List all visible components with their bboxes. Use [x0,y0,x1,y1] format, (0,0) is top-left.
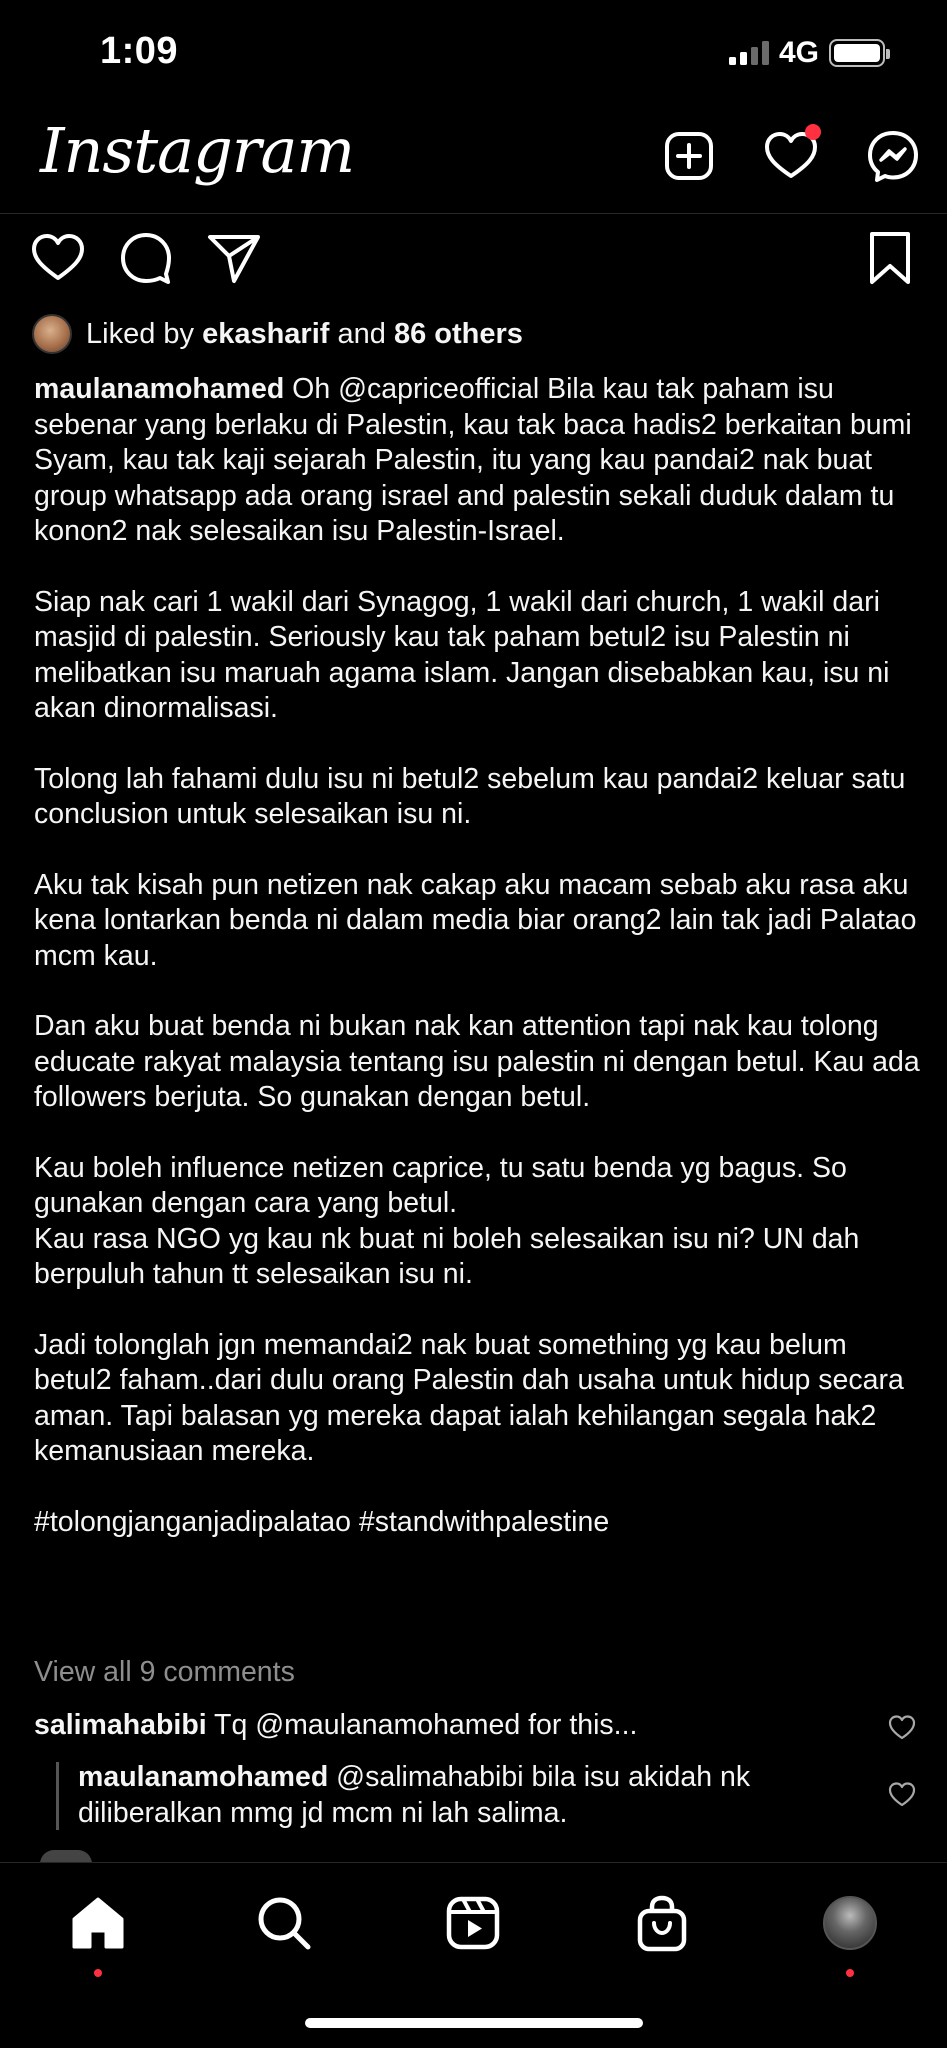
caption-paragraph: maulanamohamed Oh @capriceofficial Bila kau tak paham isu sebenar yang berlaku di Palestin, kau tak baca hadis2 berkaitan bumi Syam, kau tak kaji sejarah Palestin, itu yang kau pandai2 nak buat group whatsapp ada orang israel and palestin sekali duduk dalam tu konon2 nak selesaikan isu Palestin-Israel. [34,373,912,547]
profile-avatar[interactable] [823,1896,877,1950]
nav-search-icon[interactable] [252,1891,316,1955]
nav-home-icon[interactable] [66,1891,130,1955]
caption-paragraph: Kau rasa NGO yg kau nk buat ni boleh selesaikan isu ni? UN dah berpuluh tahun tt selesaikan isu ni. [34,1222,860,1290]
caption-username[interactable]: maulanamohamed [34,373,285,405]
comment-icon[interactable] [116,228,176,288]
liked-by-row[interactable] [32,312,523,356]
reply-item [78,1760,838,1831]
app-header [0,110,947,214]
caption-paragraph: Siap nak cari 1 wakil dari Synagog, 1 wakil dari church, 1 wakil dari masjid di palestin. Seriously kau tak paham betul2 isu Palestin ni melibatkan isu maruah agama islam. Jangan disebabkan kau, isu ni akan dinormalisasi. [34,585,890,724]
home-indicator [305,2018,643,2028]
new-post-icon[interactable] [657,124,721,188]
nav-reels-icon[interactable] [441,1891,505,1955]
share-send-icon[interactable] [204,228,264,288]
liker-avatar[interactable] [32,314,72,354]
reply-like-heart-icon[interactable] [887,1779,917,1809]
activity-heart-icon[interactable] [759,124,823,188]
liked-by-text: Liked by ekasharif and 86 others [86,317,523,350]
post-actions [0,228,947,292]
caption-paragraph: Kau boleh influence netizen caprice, tu satu benda yg bagus. So gunakan dengan cara yang betul. [34,1151,847,1219]
comment-like-heart-icon[interactable] [887,1712,917,1742]
comment-item [34,1708,914,1744]
comment-username[interactable]: salimahabibi [34,1709,207,1741]
liked-by-others[interactable]: 86 others [393,317,523,350]
caption-paragraph: Aku tak kisah pun netizen nak cakap aku macam sebab aku rasa aku kena lontarkan benda ni dalam media biar orang2 lain tak jadi Palatao mcm kau. [34,868,917,972]
notification-badge [805,124,821,140]
profile-notification-dot [846,1969,854,1977]
save-bookmark-icon[interactable] [860,228,920,288]
caption-paragraph: Tolong lah fahami dulu isu ni betul2 sebelum kau pandai2 keluar satu conclusion untuk selesaikan isu ni. [34,762,906,830]
bottom-nav [0,1862,947,2048]
like-heart-icon[interactable] [28,228,88,288]
status-indicators [729,36,885,70]
messenger-icon[interactable] [861,124,925,188]
signal-icon [729,41,769,65]
status-time: 1:09 [100,30,179,72]
caption-paragraph: Jadi tolonglah jgn memandai2 nak buat something yg kau belum betul2 faham..dari dulu orang Palestin dah usaha untuk hidup secara aman. Tapi balasan yg mereka dapat ialah kehilangan segala hak2 kemanusiaan mereka. [34,1328,904,1467]
status-bar [0,0,947,110]
reply-username[interactable]: maulanamohamed [78,1761,329,1793]
network-label: 4G [778,36,819,69]
nav-profile-avatar[interactable] [818,1891,882,1955]
home-notification-dot [94,1969,102,1977]
reply-thread-line [56,1762,59,1830]
reply-text: @salimahabibi bila isu akidah nk diliberalkan mmg jd mcm ni lah salima. [78,1761,751,1829]
caption-hashtags[interactable]: #tolongjanganjadipalatao #standwithpalestine [34,1505,610,1538]
battery-icon [829,39,885,67]
view-all-comments-link[interactable]: View all 9 comments [34,1656,295,1688]
header-actions [657,124,925,188]
caption-paragraph: Dan aku buat benda ni bukan nak kan attention tapi nak kau tolong educate rakyat malaysia tentang isu palestin ni dengan betul. Kau ada followers berjuta. So gunakan dengan betul. [34,1010,920,1113]
instagram-logo[interactable]: Instagram [40,114,355,187]
post-caption [34,372,924,1540]
comment-text: Tq @maulanamohamed for this... [206,1709,638,1741]
liked-by-user[interactable]: ekasharif [202,317,330,350]
nav-shop-icon[interactable] [630,1891,694,1955]
